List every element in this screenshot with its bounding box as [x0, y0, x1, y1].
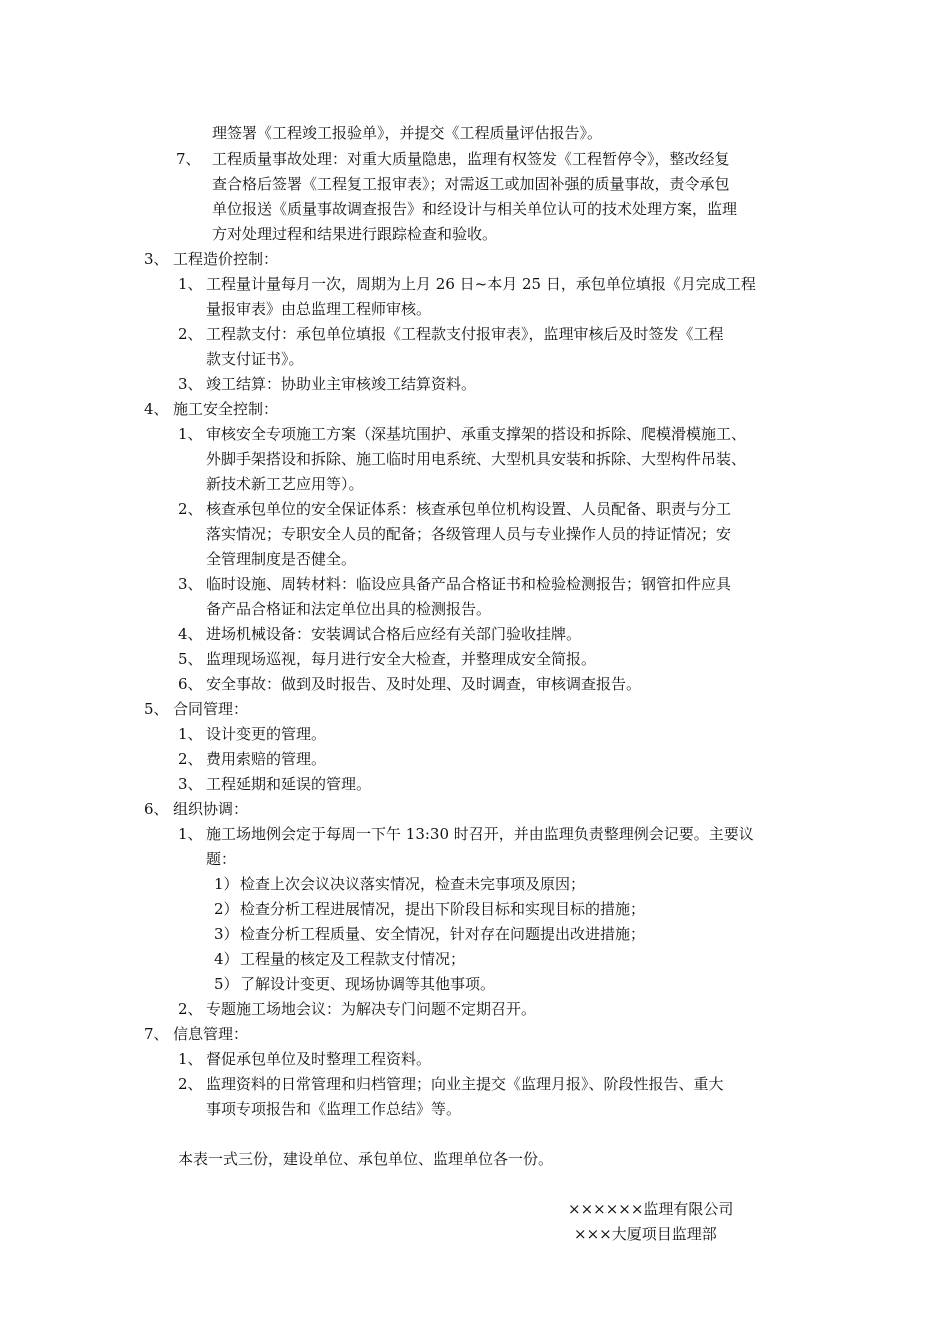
- list-item-text: 核查承包单位的安全保证体系：核查承包单位机构设置、人员配备、职责与分工: [206, 500, 732, 518]
- list-item-text: 工程款支付：承包单位填报《工程款支付报审表》，监理审核后及时签发《工程: [206, 325, 724, 343]
- list-number: 1、: [178, 825, 203, 843]
- list-item-text: 费用索赔的管理。: [206, 750, 327, 768]
- paragraph-line: 理签署《工程竣工报验单》，并提交《工程质量评估报告》。: [212, 124, 603, 142]
- list-item-text: 监理资料的日常管理和归档管理；向业主提交《监理月报》、阶段性报告、重大: [206, 1075, 724, 1093]
- paragraph-line: 量报审表》由总监理工程师审核。: [206, 300, 432, 318]
- sub-item-text: 工程量的核定及工程款支付情况；: [240, 950, 466, 968]
- section-heading: 信息管理：: [173, 1025, 249, 1043]
- sub-item-text: 检查分析工程质量、安全情况，针对存在问题提出改进措施；: [240, 925, 646, 943]
- list-number: 1、: [178, 275, 203, 293]
- section-number: 3、: [144, 250, 169, 268]
- sub-item-number: 3）: [214, 925, 239, 943]
- paragraph-line: 方对处理过程和结果进行跟踪检查和验收。: [212, 225, 498, 243]
- paragraph-line: 查合格后签署《工程复工报审表》；对需返工或加固补强的质量事故，责令承包: [212, 175, 730, 193]
- paragraph-line: 事项专项报告和《监理工作总结》等。: [206, 1100, 462, 1118]
- section-heading: 施工安全控制：: [173, 400, 279, 418]
- company-name: ××××××监理有限公司: [568, 1200, 734, 1218]
- list-number: 5、: [178, 650, 203, 668]
- list-item-text: 竣工结算：协助业主审核竣工结算资料。: [206, 375, 477, 393]
- section-number: 5、: [144, 700, 169, 718]
- paragraph-line: 外脚手架搭设和拆除、施工临时用电系统、大型机具安装和拆除、大型构件吊装、: [206, 450, 747, 468]
- list-item-text: 临时设施、周转材料：临设应具备产品合格证书和检验检测报告；钢管扣件应具: [206, 575, 732, 593]
- section-number: 7、: [144, 1025, 169, 1043]
- paragraph-line: 新技术新工艺应用等）。: [206, 475, 364, 493]
- sub-item-text: 检查分析工程进展情况，提出下阶段目标和实现目标的措施；: [240, 900, 646, 918]
- sub-item-number: 1）: [214, 875, 239, 893]
- paragraph-line: 全管理制度是否健全。: [206, 550, 357, 568]
- sub-item-number: 4）: [214, 950, 239, 968]
- list-number: 2、: [178, 1000, 203, 1018]
- list-item-text: 安全事故：做到及时报告、及时处理、及时调查，审核调查报告。: [206, 675, 642, 693]
- list-number: 2、: [178, 750, 203, 768]
- list-item-text: 工程延期和延误的管理。: [206, 775, 372, 793]
- list-item-text: 进场机械设备：安装调试合格后应经有关部门验收挂牌。: [206, 625, 582, 643]
- paragraph-line: 落实情况；专职安全人员的配备；各级管理人员与专业操作人员的持证情况；安: [206, 525, 732, 543]
- sub-item-number: 2）: [214, 900, 239, 918]
- list-number: 3、: [178, 775, 203, 793]
- paragraph-line: 题：: [206, 850, 237, 868]
- section-number: 4、: [144, 400, 169, 418]
- list-number: 1、: [178, 425, 203, 443]
- sub-item-text: 了解设计变更、现场协调等其他事项。: [240, 975, 496, 993]
- list-item-text: 专题施工场地会议：为解决专门问题不定期召开。: [206, 1000, 537, 1018]
- list-item-text: 设计变更的管理。: [206, 725, 327, 743]
- list-item-text: 监理现场巡视，每月进行安全大检查，并整理成安全简报。: [206, 650, 597, 668]
- sub-item-text: 检查上次会议决议落实情况，检查未完事项及原因；: [240, 875, 586, 893]
- section-heading: 组织协调：: [173, 800, 249, 818]
- section-heading: 工程造价控制：: [173, 250, 279, 268]
- section-heading: 合同管理：: [173, 700, 249, 718]
- list-number: 3、: [178, 375, 203, 393]
- list-item-text: 督促承包单位及时整理工程资料。: [206, 1050, 432, 1068]
- sub-item-number: 5）: [214, 975, 239, 993]
- list-number: 7、: [176, 150, 201, 168]
- list-item-text: 工程量计量每月一次，周期为上月 26 日~本月 25 日，承包单位填报《月完成工程: [206, 275, 756, 293]
- paragraph-line: 款支付证书》。: [206, 350, 304, 368]
- list-number: 1、: [178, 1050, 203, 1068]
- copies-note: 本表一式三份，建设单位、承包单位、监理单位各一份。: [178, 1150, 554, 1168]
- list-item-text: 施工场地例会定于每周一下午 13:30 时召开，并由监理负责整理例会记要。主要议: [206, 825, 754, 843]
- list-number: 2、: [178, 500, 203, 518]
- paragraph-line: 备产品合格证和法定单位出具的检测报告。: [206, 600, 492, 618]
- list-item-text: 工程质量事故处理：对重大质量隐患，监理有权签发《工程暂停令》，整改经复: [212, 150, 730, 168]
- list-item-text: 审核安全专项施工方案（深基坑围护、承重支撑架的搭设和拆除、爬模滑模施工、: [206, 425, 747, 443]
- department-name: ×××大厦项目监理部: [574, 1225, 717, 1243]
- list-number: 1、: [178, 725, 203, 743]
- list-number: 6、: [178, 675, 203, 693]
- section-number: 6、: [144, 800, 169, 818]
- list-number: 3、: [178, 575, 203, 593]
- list-number: 2、: [178, 325, 203, 343]
- paragraph-line: 单位报送《质量事故调查报告》和经设计与相关单位认可的技术处理方案，监理: [212, 200, 738, 218]
- list-number: 2、: [178, 1075, 203, 1093]
- list-number: 4、: [178, 625, 203, 643]
